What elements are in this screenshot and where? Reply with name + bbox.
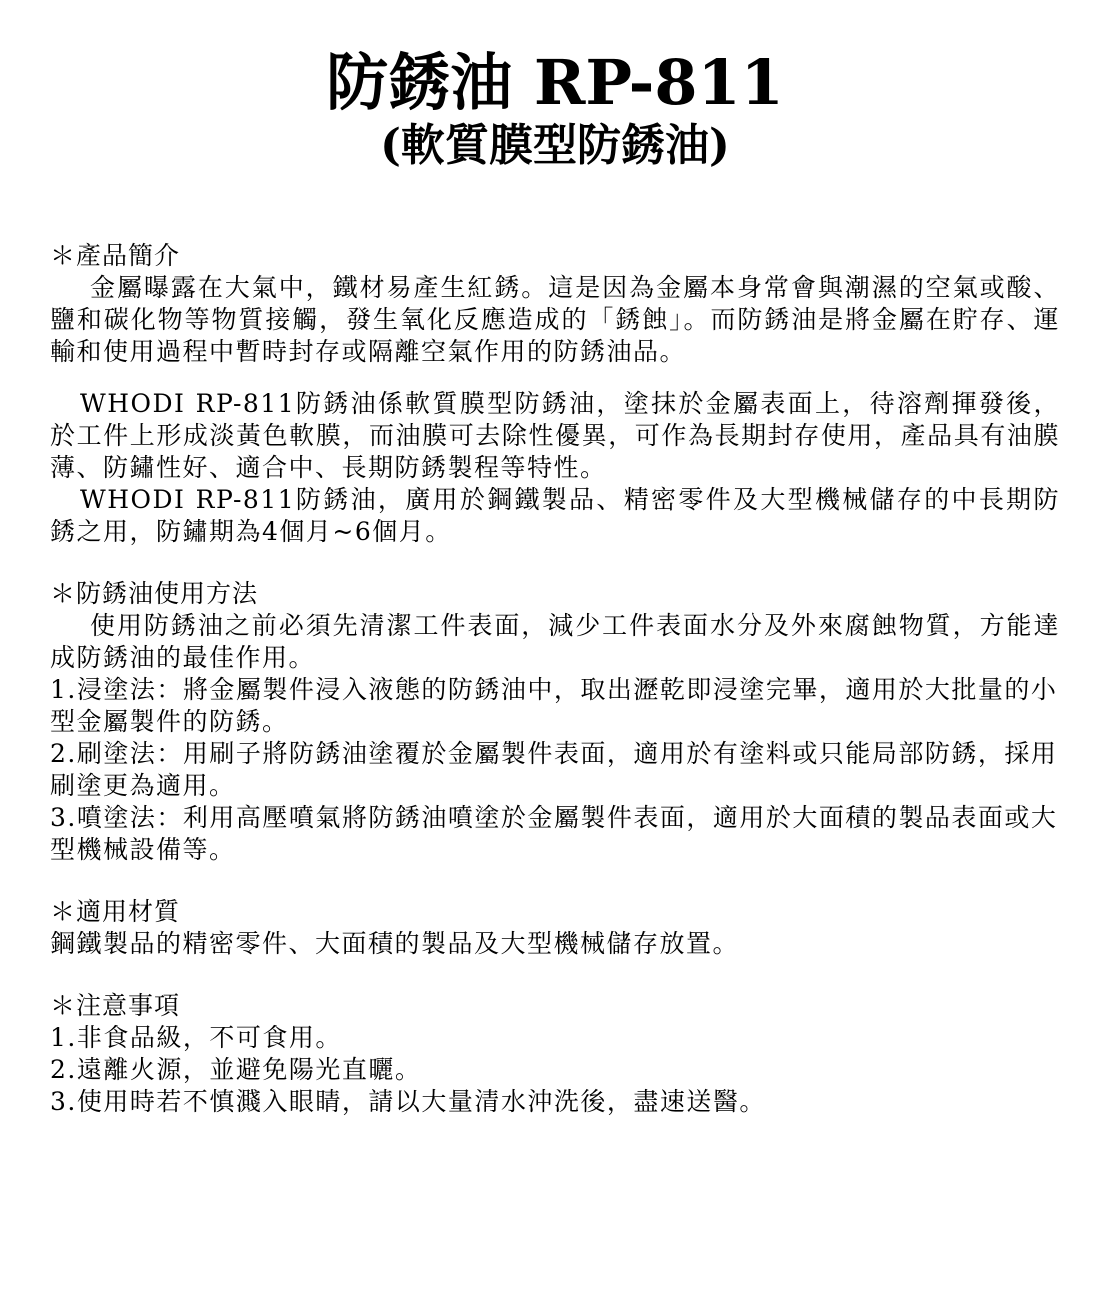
usage-item-2: 2.刷塗法：用刷子將防銹油塗覆於金屬製件表面，適用於有塗料或只能局部防銹，採用刷塗更為適用。 (50, 739, 1058, 800)
section-heading-cautions: ＊注意事項 (50, 991, 181, 1020)
section-materials (50, 896, 1060, 960)
intro-paragraph-2: WHODI RP-811防銹油係軟質膜型防銹油，塗抹於金屬表面上，待溶劑揮發後，於工件上形成淡黃色軟膜，而油膜可去除性優異，可作為長期封存使用，產品具有油膜薄、防鏽性好、適合中、長期防銹製程等特性。 (50, 389, 1060, 482)
page-title: 防銹油 RP-811 (326, 46, 784, 119)
section-heading-materials: ＊適用材質 (50, 897, 181, 926)
usage-item-1: 1.浸塗法：將金屬製件浸入液態的防銹油中，取出瀝乾即浸塗完畢，適用於大批量的小型金屬製件的防銹。 (50, 675, 1058, 736)
materials-paragraph: 鋼鐵製品的精密零件、大面積的製品及大型機械儲存放置。 (50, 929, 740, 958)
usage-item-3: 3.噴塗法：利用高壓噴氣將防銹油噴塗於金屬製件表面，適用於大面積的製品表面或大型機械設備等。 (50, 803, 1058, 864)
document (50, 48, 1060, 1118)
section-heading-usage: ＊防銹油使用方法 (50, 579, 259, 608)
intro-paragraph-1: 金屬曝露在大氣中，鐵材易產生紅銹。這是因為金屬本身常會與潮濕的空氣或酸、鹽和碳化物等物質接觸，發生氧化反應造成的「銹蝕」。而防銹油是將金屬在貯存、運輸和使用過程中暫時封存或隔離空氣作用的防銹油品。 (50, 273, 1060, 366)
caution-item-2: 2.遠離火源，並避免陽光直曬。 (50, 1055, 422, 1084)
section-heading-intro: ＊產品簡介 (50, 241, 181, 270)
caution-item-1: 1.非食品級，不可食用。 (50, 1023, 342, 1052)
caution-item-3: 3.使用時若不慎濺入眼睛，請以大量清水沖洗後，盡速送醫。 (50, 1087, 766, 1116)
section-product-intro (50, 240, 1060, 548)
section-cautions (50, 990, 1060, 1118)
usage-paragraph-1: 使用防銹油之前必須先清潔工件表面，減少工件表面水分及外來腐蝕物質，方能達成防銹油的最佳作用。 (50, 611, 1060, 672)
page-subtitle: (軟質膜型防銹油) (380, 120, 730, 171)
section-usage (50, 578, 1060, 866)
intro-paragraph-3: WHODI RP-811防銹油，廣用於鋼鐵製品、精密零件及大型機械儲存的中長期防銹之用，防鏽期為4個月~6個月。 (50, 485, 1060, 546)
